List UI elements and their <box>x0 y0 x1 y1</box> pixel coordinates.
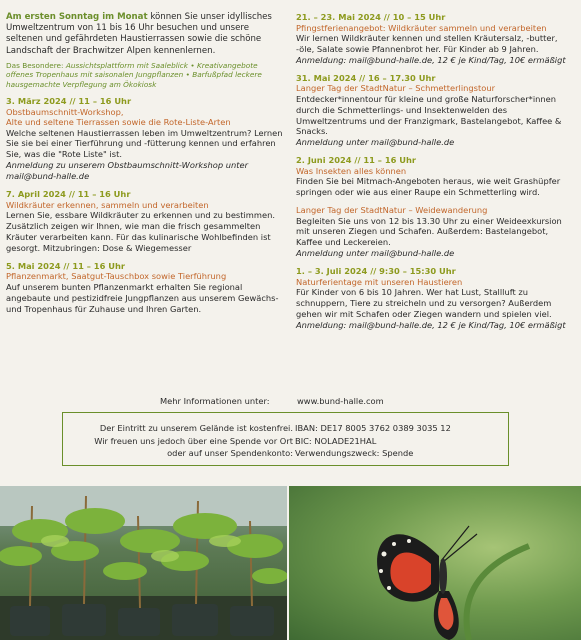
event-note: Anmeldung unter mail@bund-halle.de <box>296 137 455 148</box>
event-body: Begleiten Sie uns von 12 bis 13.30 Uhr zu einer Weideexkursion mit unseren Ziegen und Schafen. Außerdem: Bastelangebot, Kaffee und Leckereien. <box>296 215 562 248</box>
website-link[interactable]: www.bund-halle.com <box>297 396 384 406</box>
event-pentecost <box>296 12 574 66</box>
special-label: Das Besondere: <box>6 60 66 70</box>
left-column <box>6 12 284 314</box>
right-column <box>296 12 574 331</box>
event-title: Pflanzenmarkt, Saatgut-Tauschbox sowie Tierführung <box>6 271 227 282</box>
event-april <box>6 189 284 254</box>
purpose: Verwendungszweck: Spende <box>295 448 414 458</box>
special-text: Aussichtsplattform mit Saaleblick • Kreativangebote offenes Tropenhaus mit saisonalen Jungpflanzen • Barfußpfad leckere hausgemachte Verpflegung am Ökokiosk <box>6 60 262 89</box>
event-title: Langer Tag der StadtNatur – Weidewanderung <box>296 205 488 216</box>
seedlings-photo <box>0 486 287 640</box>
bank-details <box>295 422 451 460</box>
event-note: Anmeldung: mail@bund-halle.de, 12 € je Kind/Tag, 10€ ermäßigt <box>296 54 566 65</box>
event-title: Langer Tag der StadtNatur – Schmetterlingstour <box>296 83 495 94</box>
event-date: 3. März 2024 // 11 – 16 Uhr <box>6 96 132 107</box>
more-info-label: Mehr Informationen unter: <box>160 396 270 406</box>
event-note: Anmeldung zu unserem Obstbaumschnitt-Workshop unter mail@bund-halle.de <box>6 160 249 182</box>
event-body: Lernen Sie, essbare Wildkräuter zu erkennen und zu bestimmen. Zusätzlich zeigen wir Ihnen, wie man die frisch gesammelten Kräuter verarbeiten kann. Für das kulinarische Wohlbefinden ist gesorgt. Mitzubringen: Dose & Wiegemesser <box>6 210 275 253</box>
event-holiday-days <box>296 266 574 331</box>
donation-line: oder auf unser Spendenkonto: <box>167 448 293 458</box>
event-march <box>6 96 284 182</box>
event-may <box>6 261 284 315</box>
event-date: 7. April 2024 // 11 – 16 Uhr <box>6 189 131 200</box>
event-date: 2. Juni 2024 // 11 – 16 Uhr <box>296 155 417 166</box>
event-title: Was Insekten alles können <box>296 165 407 176</box>
special-features <box>6 61 284 89</box>
event-date: 21. – 23. Mai 2024 // 10 – 15 Uhr <box>296 12 446 22</box>
event-title: Wildkräuter erkennen, sammeln und verarbeiten <box>6 199 209 210</box>
event-title: Obstbaumschnitt-Workshop, Alte und seltene Tierrassen sowie die Rote-Liste-Arten <box>6 106 231 128</box>
intro-lead: Am ersten Sonntag im Monat <box>6 12 148 22</box>
event-body: Finden Sie bei Mitmach-Angeboten heraus, wie weit Grashüpfer springen oder wie aus einer Raupe ein Schmetterling wird. <box>296 176 561 198</box>
event-body: Entdecker*innentour für kleine und große Naturforscher*innen durch die Schmetterlings- und Insektenwelden des Umweltzentrums und der Franzigmark, Bastelangebot, Kaffee & Snacks. <box>296 93 562 137</box>
intro-body: können Sie unser idyllisches Umweltzentrum von 11 bis 16 Uhr besuchen und unsere seltenen und gefährdeten Haustierrassen sowie die schöne Landschaft der Brachwitzer Alpen kennenlernen. <box>6 12 272 56</box>
bic: BIC: NOLADE21HAL <box>295 435 377 446</box>
event-title: Pfingstferienangebot: Wildkräuter sammeln und verarbeiten <box>296 22 547 33</box>
intro-text <box>6 12 284 57</box>
event-note: Anmeldung: mail@bund-halle.de, 12 € je Kind/Tag, 10€ ermäßigt <box>296 319 566 330</box>
event-body: Für Kinder von 6 bis 10 Jahren. Wer hat Lust, Stallluft zu schnuppern, Tiere zu streicheln und zu versorgen? Außerdem gehen wir mit Schafen oder Ziegen wandern und spielen viel. <box>296 287 552 319</box>
donation-line: Der Eintritt zu unserem Gelände ist kostenfrei. <box>99 423 293 433</box>
event-body: Auf unserem bunten Pflanzenmarkt erhalten Sie regional angebaute und pestizidfreie Jungpflanzen aus unserem Gewächs- und Tropenhaus für Zuhause und Ihren Garten. <box>6 281 279 314</box>
event-body: Welche seltenen Haustierrassen leben im Umweltzentrum? Lernen Sie sie bei einer Tierführung und -fütterung kennen und erfahren Sie, was die "Rote Liste" ist. <box>6 127 283 160</box>
event-date: 31. Mai 2024 // 16 – 17.30 Uhr <box>296 72 436 83</box>
event-title: Naturferientage mit unseren Haustieren <box>296 276 463 287</box>
donation-line: Wir freuen uns jedoch über eine Spende vor Ort <box>94 435 293 446</box>
event-butterfly-tour <box>296 73 574 149</box>
event-body: Wir lernen Wildkräuter kennen und stellen Kräutersalz, -butter, -öle, Salate sowie Pfannenbrot her. Für Kinder ab 9 Jahren. <box>296 33 558 54</box>
event-date: 5. Mai 2024 // 11 – 16 Uhr <box>6 260 125 271</box>
event-pasture-walk <box>296 205 574 259</box>
event-date: 1. – 3. Juli 2024 // 9:30 – 15:30 Uhr <box>296 266 456 277</box>
iban: IBAN: DE17 8005 3762 0389 3035 12 <box>295 423 451 433</box>
event-insects <box>296 155 574 198</box>
butterfly-photo <box>289 486 581 640</box>
event-note: Anmeldung unter mail@bund-halle.de <box>296 248 455 259</box>
donation-box <box>62 412 509 466</box>
donation-text <box>75 422 293 460</box>
